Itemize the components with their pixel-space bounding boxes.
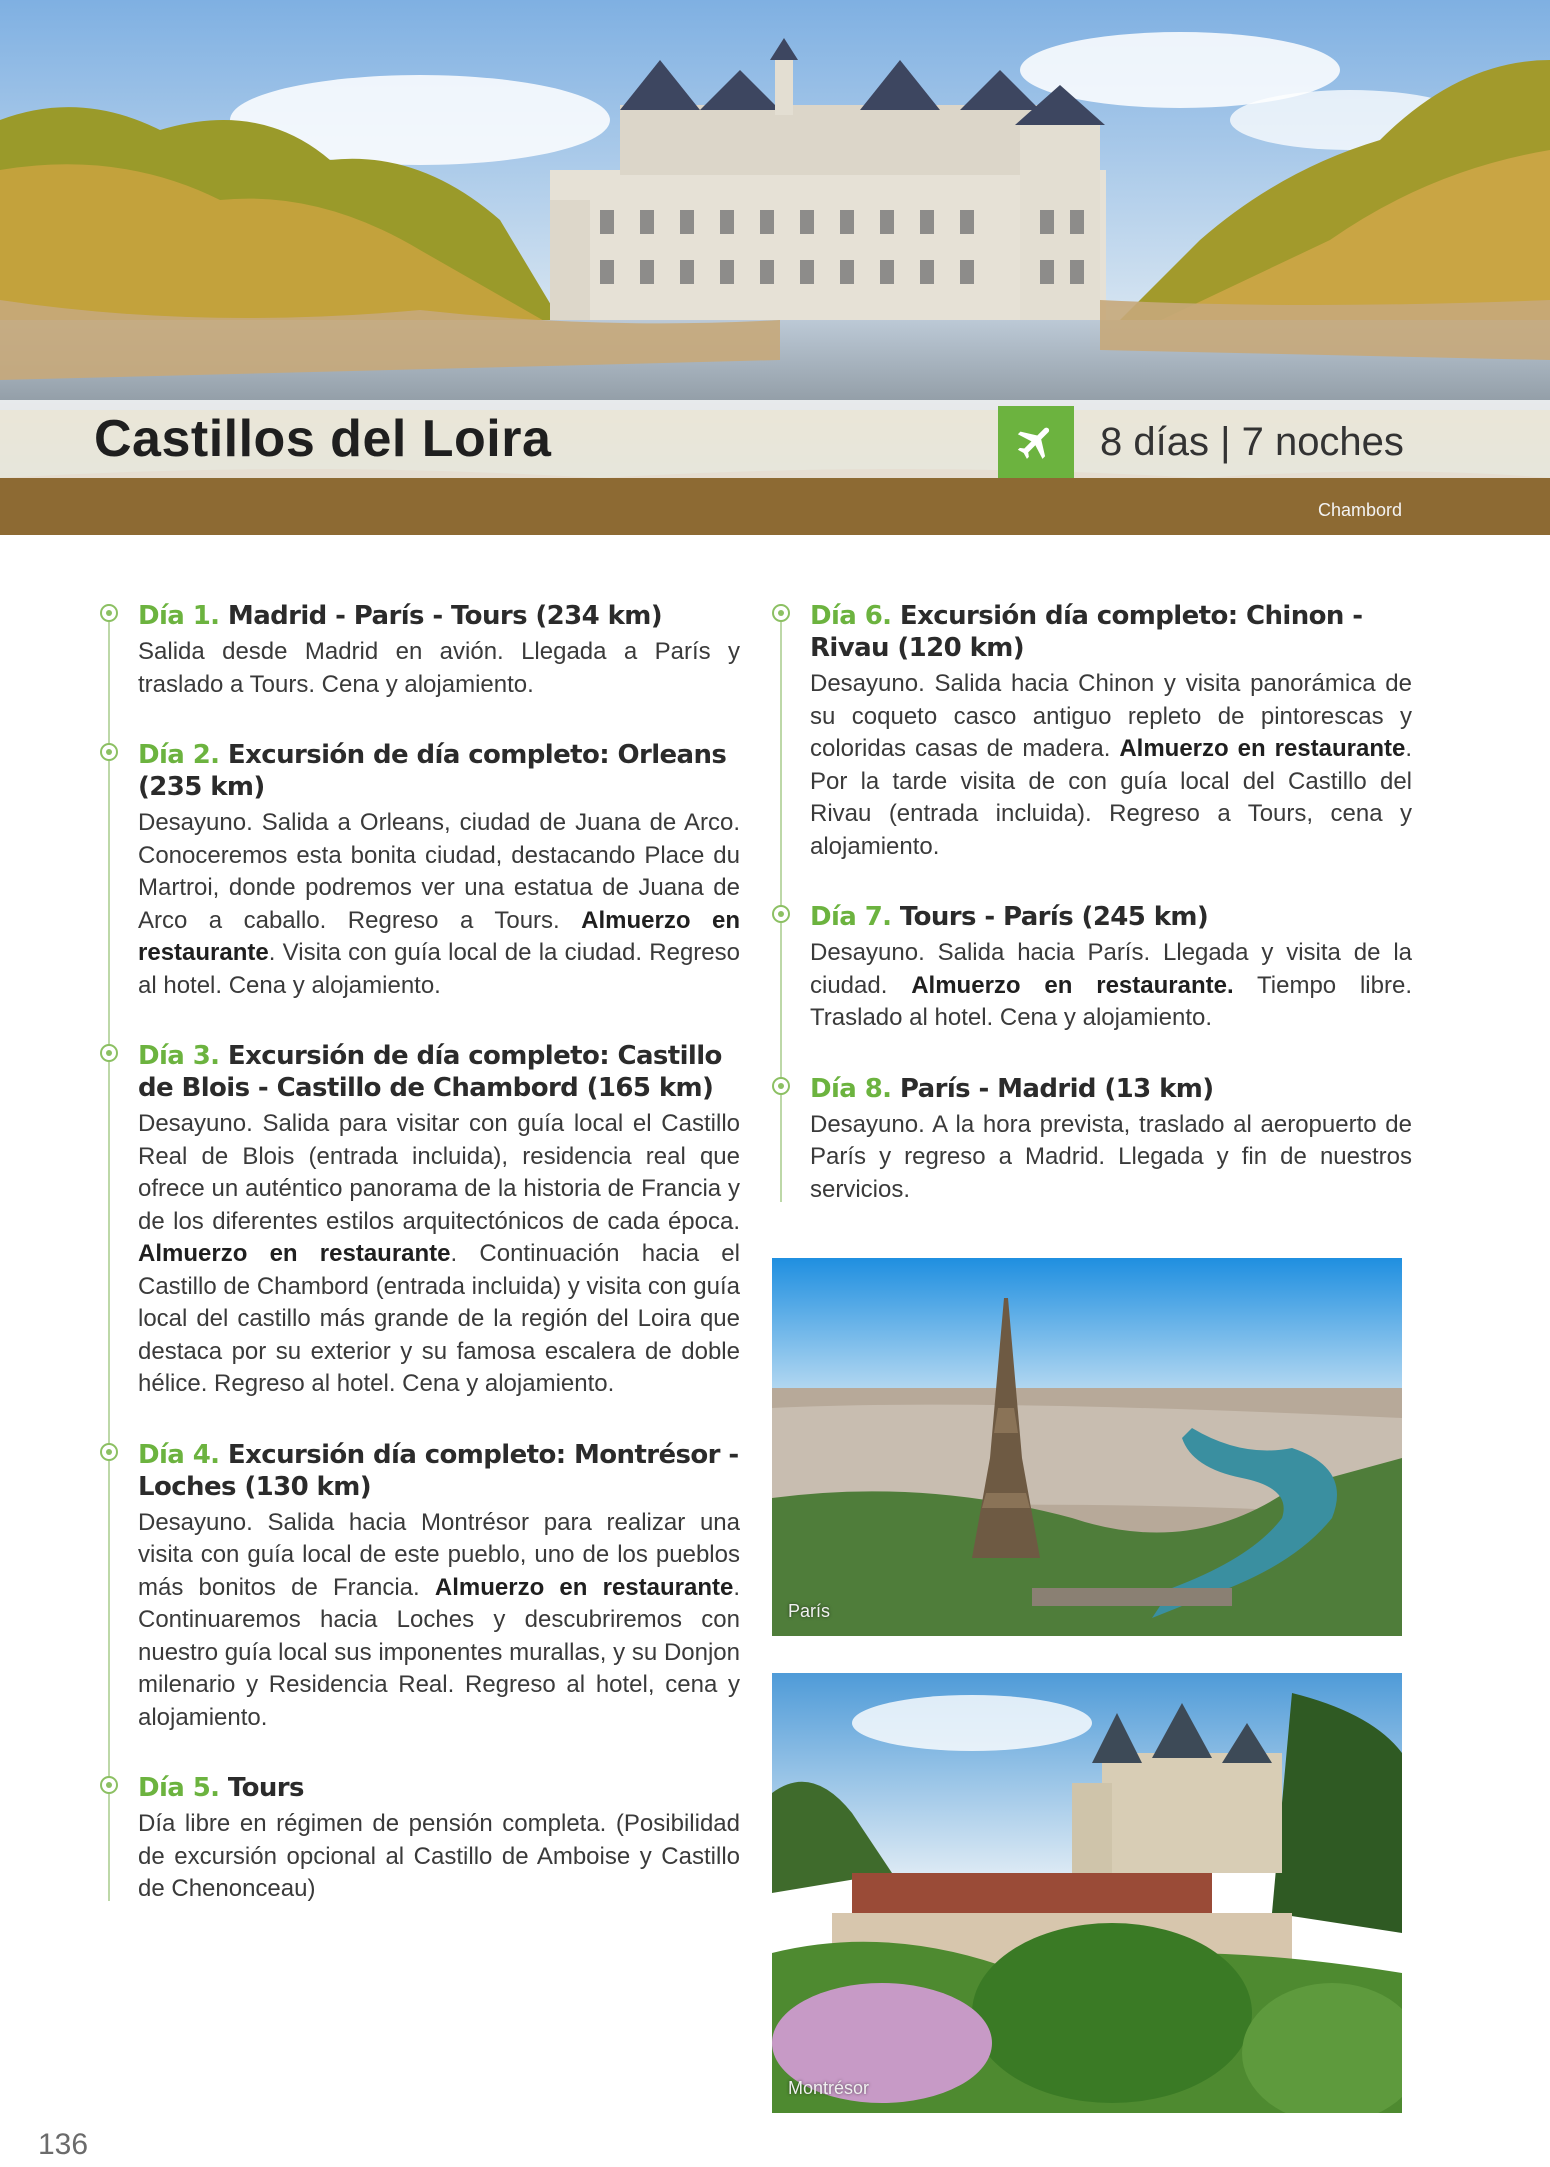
- timeline-dot-icon: [100, 1044, 118, 1062]
- description-text: . Visita con guía local de la ciudad. Regreso al hotel. Cena y alojamiento.: [138, 939, 740, 999]
- day-heading: [138, 600, 740, 632]
- hero-photo-caption: Chambord: [1317, 500, 1402, 520]
- day-description: [138, 636, 740, 701]
- photo-paris: [772, 1258, 1402, 1636]
- itinerary-day: [100, 1772, 740, 1906]
- description-text: . Por la tarde visita de con guía local del Castillo del Rivau (entrada incluida). Regreso a Tours, cena y alojamiento.: [810, 735, 1412, 860]
- timeline-dot-icon: [100, 1443, 118, 1461]
- day-heading: [138, 1040, 740, 1104]
- itinerary-day: [100, 1439, 740, 1735]
- day-description: [138, 1507, 740, 1735]
- description-text: Tiempo libre. Traslado al hotel. Cena y alojamiento.: [810, 971, 1412, 1031]
- highlight-text: Almuerzo en restaurante: [138, 1240, 451, 1267]
- description-text: . Continuación hacia el Castillo de Chambord (entrada incluida) y visita con guía local del castillo más grande de la región del Loira que destaca por su exterior y su famosa escalera de doble hélice. Regreso al hotel. Cena y alojamiento.: [138, 1240, 740, 1397]
- description-text: . Continuaremos hacia Loches y descubriremos con nuestro guía local sus imponentes murallas, y su Donjon milenario y Residencia Real. Regreso al hotel, cena y alojamiento.: [138, 1573, 740, 1731]
- day-number: Día 4.: [138, 1439, 220, 1470]
- day-number: Día 8.: [810, 1073, 892, 1104]
- day-number: Día 2.: [138, 740, 220, 770]
- day-number: Día 3.: [138, 1041, 220, 1071]
- photo-caption-montresor: Montrésor: [788, 2078, 870, 2098]
- timeline-dot-icon: [100, 743, 118, 761]
- itinerary-day: [772, 901, 1412, 1035]
- day-description: [138, 1108, 740, 1401]
- day-title: Madrid - París - Tours (234 km): [227, 601, 663, 631]
- day-number: Día 7.: [810, 902, 892, 932]
- description-text: Desayuno. A la hora prevista, traslado al aeropuerto de París y regreso a Madrid. Llegada y fin de nuestros servicios.: [810, 1110, 1412, 1203]
- eiffel-tower-illustration: [772, 1258, 1402, 1636]
- day-description: [810, 937, 1412, 1035]
- timeline-dot-icon: [772, 905, 790, 923]
- day-heading: [810, 901, 1412, 933]
- page-title: Castillos del Loira: [94, 410, 552, 468]
- photo-montresor: [772, 1673, 1402, 2113]
- day-title: Excursión día completo: Chinon - Rivau (120 km): [810, 601, 1363, 663]
- day-heading: [138, 1439, 740, 1503]
- day-description: [810, 668, 1412, 863]
- description-text: Salida desde Madrid en avión. Llegada a París y traslado a Tours. Cena y alojamiento.: [138, 638, 740, 698]
- day-title: Excursión de día completo: Castillo de Blois - Castillo de Chambord (165 km): [138, 1041, 722, 1103]
- description-text: Desayuno. Salida hacia París. Llegada y visita de la ciudad.: [810, 939, 1412, 999]
- day-heading: [810, 1073, 1412, 1105]
- montresor-castle-illustration: [772, 1673, 1402, 2113]
- day-title: Excursión día completo: Montrésor - Loches (130 km): [138, 1439, 739, 1502]
- day-heading: [138, 1772, 740, 1804]
- plane-icon: [998, 406, 1074, 478]
- day-description: [810, 1109, 1412, 1207]
- day-title: París - Madrid (13 km): [899, 1073, 1214, 1104]
- timeline-dot-icon: [100, 1776, 118, 1794]
- highlight-text: Almuerzo en restaurante.: [911, 971, 1234, 999]
- photo-caption-paris: París: [788, 1601, 831, 1621]
- highlight-text: Almuerzo en restaurante: [138, 906, 740, 966]
- day-heading: [810, 600, 1412, 664]
- page-number: 136: [38, 2128, 89, 2161]
- trip-duration: 8 días | 7 noches: [1100, 420, 1404, 464]
- timeline-dot-icon: [772, 604, 790, 622]
- highlight-text: Almuerzo en restaurante: [434, 1573, 734, 1601]
- description-text: Desayuno. Salida hacia Montrésor para realizar una visita con guía local de este pueblo, uno de los pueblos más bonitos de Francia.: [138, 1508, 740, 1601]
- description-text: Desayuno. Salida para visitar con guía local el Castillo Real de Blois (entrada incluida), residencia real que ofrece un auténtico panorama de la historia de Francia y de los diferentes estilos arquitectónicos de cada época.: [138, 1110, 740, 1235]
- highlight-text: Almuerzo en restaurante: [1119, 735, 1406, 762]
- day-heading: [138, 739, 740, 803]
- itinerary-day: [100, 1040, 740, 1401]
- day-number: Día 5.: [138, 1773, 220, 1803]
- day-number: Día 1.: [138, 601, 220, 631]
- day-description: [138, 1808, 740, 1906]
- description-text: Desayuno. Salida hacia Chinon y visita panorámica de su coqueto casco antiguo repleto de pintorescas y coloridas casas de madera.: [810, 670, 1412, 762]
- itinerary-day: [100, 739, 740, 1002]
- day-title: Tours: [227, 1773, 304, 1803]
- day-description: [138, 807, 740, 1002]
- day-title: Tours - París (245 km): [899, 902, 1209, 932]
- day-title: Excursión de día completo: Orleans (235 km): [138, 740, 727, 802]
- day-number: Día 6.: [810, 601, 892, 631]
- itinerary-day: [772, 600, 1412, 863]
- description-text: Desayuno. Salida a Orleans, ciudad de Juana de Arco. Conoceremos esta bonita ciudad, destacando Place du Martroi, donde podremos ver una estatua de Juana de Arco a caballo. Regreso a Tours.: [138, 809, 740, 934]
- description-text: Día libre en régimen de pensión completa. (Posibilidad de excursión opcional al Castillo de Amboise y Castillo de Chenonceau): [138, 1810, 740, 1902]
- timeline-dot-icon: [100, 604, 118, 622]
- timeline-dot-icon: [772, 1077, 790, 1095]
- itinerary-day: [100, 600, 740, 701]
- itinerary-column-right: [772, 600, 1412, 1244]
- itinerary-column-left: [100, 600, 740, 1944]
- itinerary-day: [772, 1073, 1412, 1207]
